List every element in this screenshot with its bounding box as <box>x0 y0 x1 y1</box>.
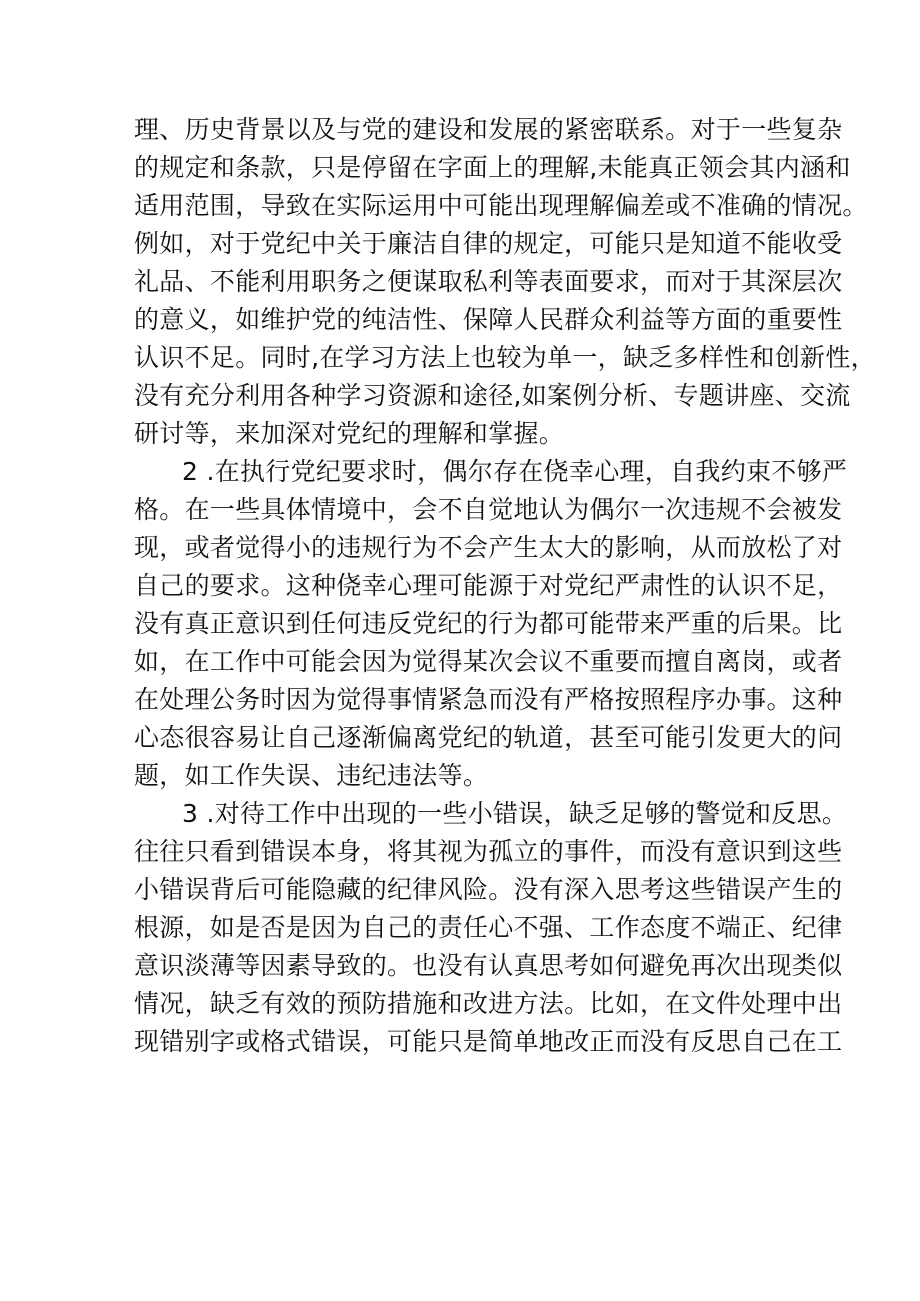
text-line: 认识不足。同时,在学习方法上也较为单一，缺乏多样性和创新性， <box>134 343 876 372</box>
text-line: 的意义，如维护党的纯洁性、保障人民群众利益等方面的重要性 <box>134 305 843 334</box>
text-line: 礼品、不能利用职务之便谋取私利等表面要求，而对于其深层次 <box>134 267 843 296</box>
text-line: 3 .对待工作中出现的一些小错误，缺乏足够的警觉和反思。 <box>182 799 848 828</box>
text-line: 在处理公务时因为觉得事情紧急而没有严格按照程序办事。这种 <box>134 685 843 714</box>
text-line: 的规定和条款，只是停留在字面上的理解,未能真正领会其内涵和 <box>134 153 851 182</box>
text-line: 理、历史背景以及与党的建设和发展的紧密联系。对于一些复杂 <box>134 115 843 144</box>
text-line: 心态很容易让自己逐渐偏离党纪的轨道，甚至可能引发更大的问 <box>134 723 843 752</box>
text-line: 格。在一些具体情境中，会不自觉地认为偶尔一次违规不会被发 <box>134 495 843 524</box>
text-line: 例如，对于党纪中关于廉洁自律的规定，可能只是知道不能收受 <box>134 229 843 258</box>
text-line: 没有充分利用各种学习资源和途径,如案例分析、专题讲座、交流 <box>134 381 851 410</box>
text-line: 情况，缺乏有效的预防措施和改进方法。比如，在文件处理中出 <box>134 989 843 1018</box>
text-line: 意识淡薄等因素导致的。也没有认真思考如何避免再次出现类似 <box>134 951 843 980</box>
text-line: 现错别字或格式错误，可能只是简单地改正而没有反思自己在工 <box>134 1027 843 1056</box>
text-line: 根源，如是否是因为自己的责任心不强、工作态度不端正、纪律 <box>134 913 843 942</box>
text-line: 如，在工作中可能会因为觉得某次会议不重要而擅自离岗，或者 <box>134 647 843 676</box>
text-line: 2 .在执行党纪要求时，偶尔存在侥幸心理，自我约束不够严 <box>182 457 848 486</box>
text-line: 现，或者觉得小的违规行为不会产生太大的影响，从而放松了对 <box>134 533 843 562</box>
text-line: 往往只看到错误本身，将其视为孤立的事件，而没有意识到这些 <box>134 837 843 866</box>
text-line: 自己的要求。这种侥幸心理可能源于对党纪严肃性的认识不足， <box>134 571 843 600</box>
text-line: 研讨等，来加深对党纪的理解和掌握。 <box>134 419 565 448</box>
text-line: 小错误背后可能隐藏的纪律风险。没有深入思考这些错误产生的 <box>134 875 843 904</box>
text-line: 适用范围，导致在实际运用中可能出现理解偏差或不准确的情况。 <box>134 191 868 220</box>
text-line: 没有真正意识到任何违反党纪的行为都可能带来严重的后果。比 <box>134 609 843 638</box>
text-line: 题，如工作失误、违纪违法等。 <box>134 761 489 790</box>
